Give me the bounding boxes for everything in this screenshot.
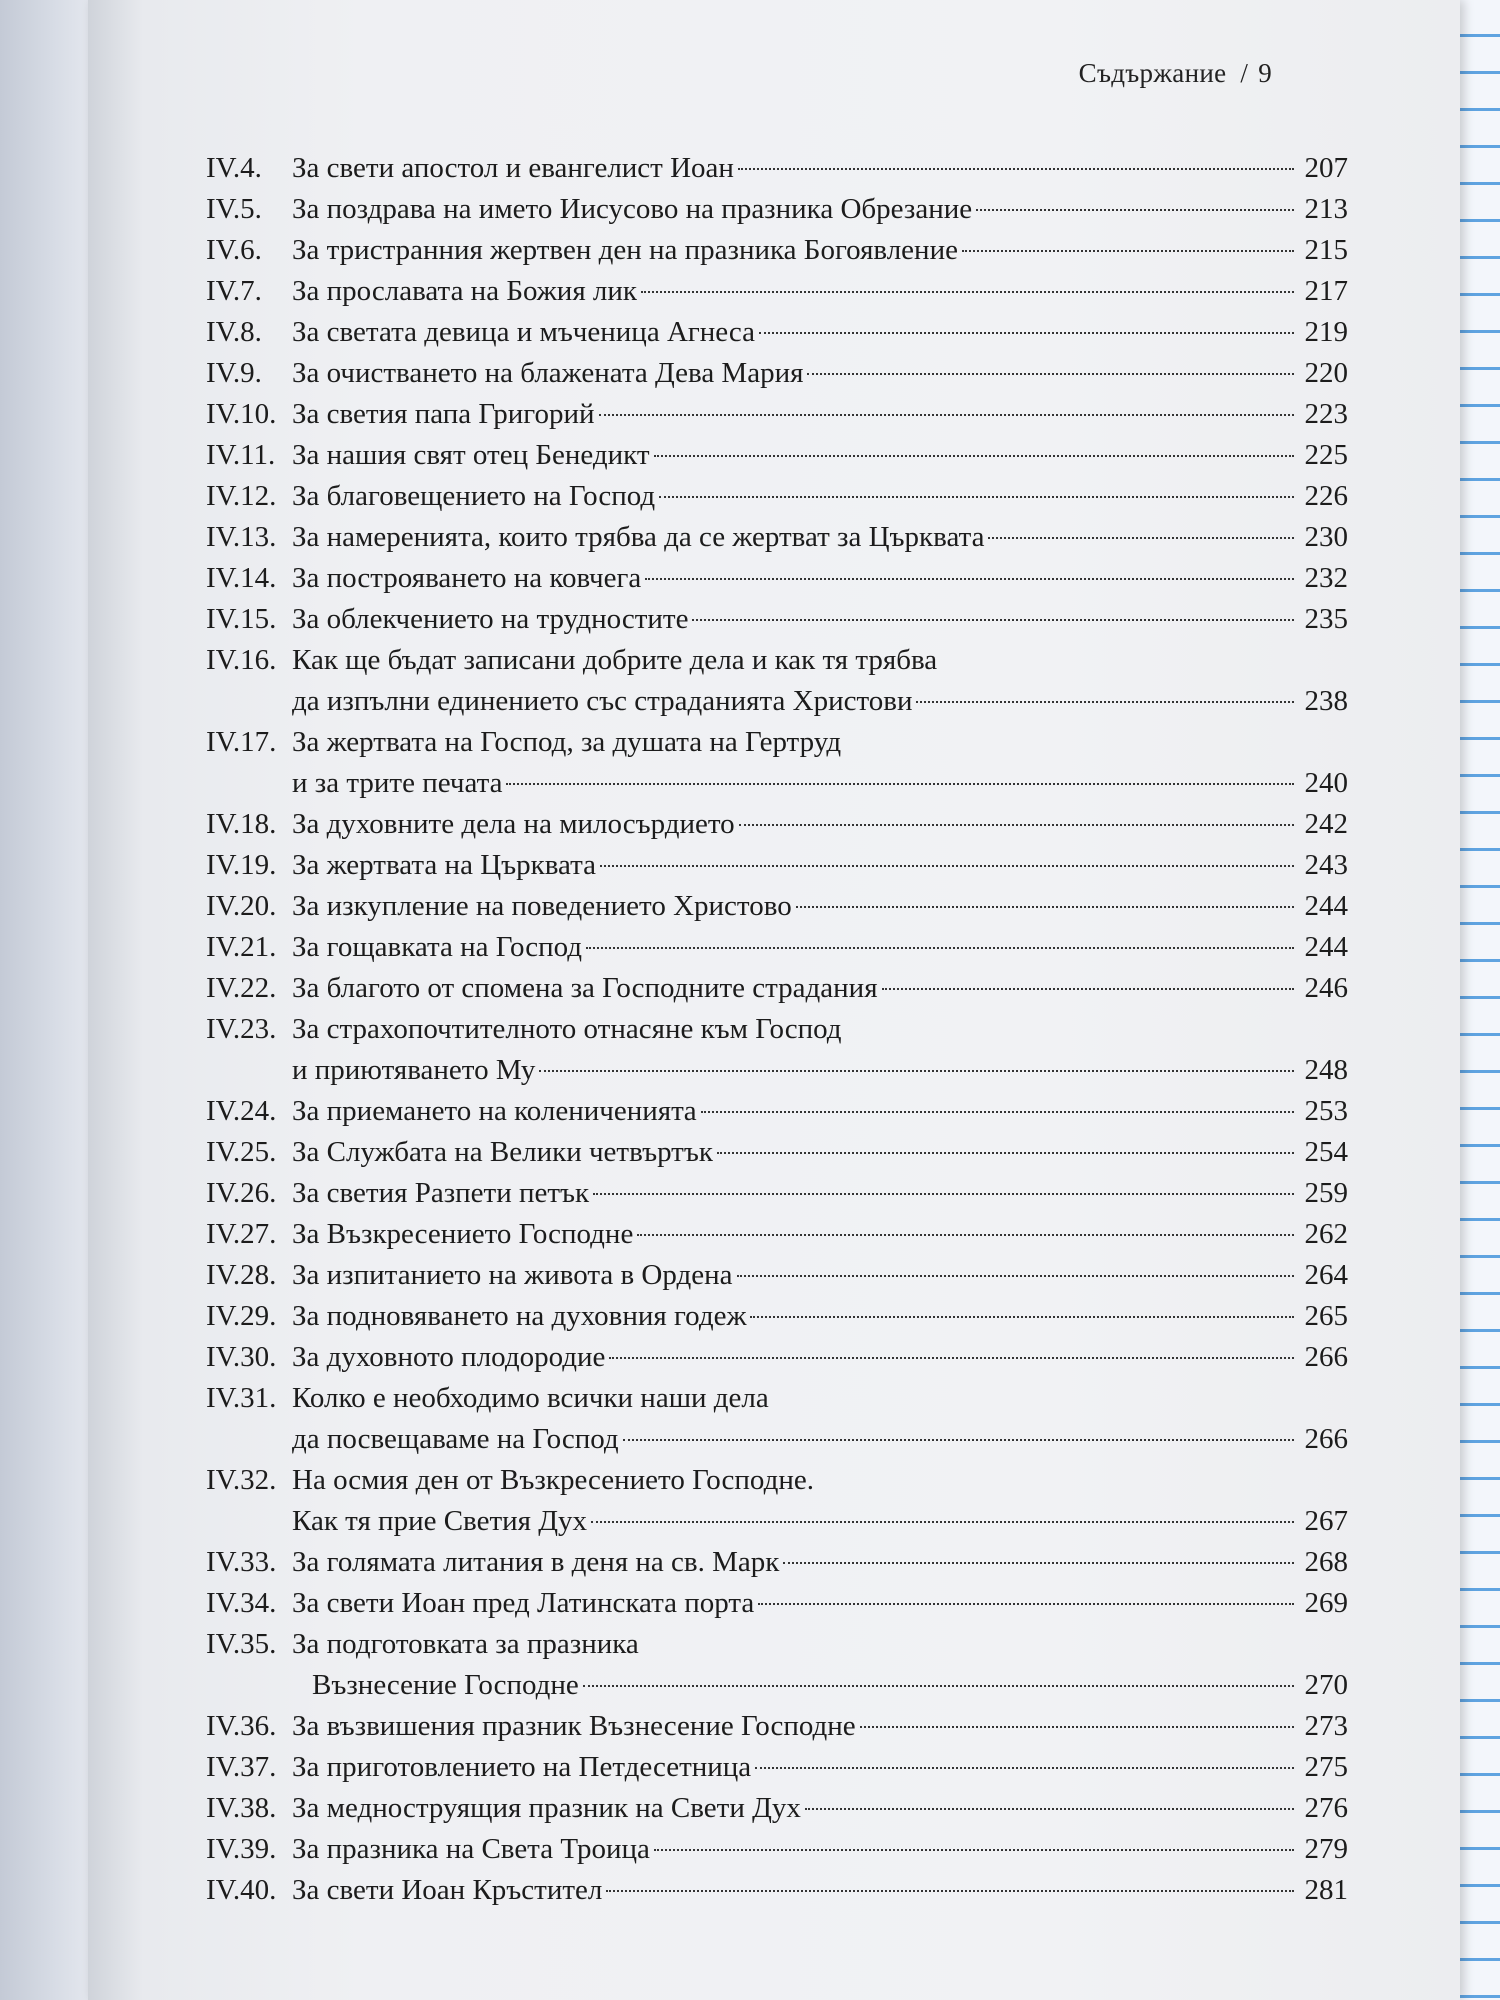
toc-number: IV.16. <box>206 644 277 676</box>
toc-line <box>206 1132 1348 1173</box>
toc-title: За светия Разпети петък <box>292 1177 590 1209</box>
toc-title: За светата девица и мъченица Агнеса <box>292 316 755 348</box>
dot-leader <box>659 496 1294 498</box>
toc-title: За приемането на коленичениятa <box>292 1095 697 1127</box>
toc-title: За гощавката на Господ <box>292 931 583 963</box>
toc-line <box>206 927 1348 968</box>
toc-line <box>206 476 1348 517</box>
toc-page-number: 266 <box>1304 1423 1348 1455</box>
toc-entry <box>206 1255 1348 1296</box>
toc-line <box>206 1255 1348 1296</box>
toc-page-number: 225 <box>1304 439 1348 471</box>
dot-leader <box>738 168 1294 170</box>
background-left <box>0 0 90 2000</box>
toc-page-number: 246 <box>1304 972 1348 1004</box>
dot-leader <box>717 1152 1294 1154</box>
table-of-contents <box>206 148 1348 1911</box>
toc-title: За Службата на Велики четвъртък <box>292 1136 713 1168</box>
toc-page-number: 226 <box>1304 480 1348 512</box>
toc-page-number: 267 <box>1304 1505 1348 1537</box>
toc-line <box>206 599 1348 640</box>
toc-entry <box>206 1296 1348 1337</box>
toc-page-number: 219 <box>1304 316 1348 348</box>
dot-leader <box>654 455 1294 457</box>
toc-page-number: 273 <box>1304 1710 1348 1742</box>
toc-page-number: 220 <box>1304 357 1348 389</box>
toc-page-number: 238 <box>1304 685 1348 717</box>
toc-page-number: 275 <box>1304 1751 1348 1783</box>
toc-line <box>206 1050 1348 1091</box>
toc-entry <box>206 394 1348 435</box>
toc-title: На осмия ден от Възкресението Господне. <box>292 1464 814 1496</box>
toc-title: За тристранния жертвен ден на празника Богоявление <box>292 234 958 266</box>
toc-line <box>206 1378 1348 1419</box>
toc-entry <box>206 1132 1348 1173</box>
toc-number: IV.22. <box>206 972 277 1004</box>
toc-entry <box>206 1460 1348 1542</box>
toc-entry <box>206 435 1348 476</box>
toc-line <box>206 1624 1348 1665</box>
toc-title: За поздрава на името Иисусово на празника Обрезание <box>292 193 973 225</box>
dot-leader <box>750 1316 1294 1318</box>
toc-entry <box>206 1583 1348 1624</box>
toc-line <box>206 722 1348 763</box>
toc-title: и приютяването Му <box>292 1054 536 1086</box>
toc-entry <box>206 1009 1348 1091</box>
toc-entry <box>206 722 1348 804</box>
toc-page-number: 243 <box>1304 849 1348 881</box>
toc-number: IV.40. <box>206 1874 277 1906</box>
dot-leader <box>739 824 1294 826</box>
toc-number: IV.31. <box>206 1382 277 1414</box>
toc-entry <box>206 1706 1348 1747</box>
toc-line <box>206 1501 1348 1542</box>
toc-number: IV.33. <box>206 1546 277 1578</box>
toc-number: IV.9. <box>206 357 262 389</box>
dot-leader <box>506 783 1294 785</box>
toc-line <box>206 1747 1348 1788</box>
toc-page-number: 213 <box>1304 193 1348 225</box>
toc-entry <box>206 1214 1348 1255</box>
toc-line <box>206 1419 1348 1460</box>
toc-line <box>206 517 1348 558</box>
toc-line <box>206 230 1348 271</box>
toc-number: IV.18. <box>206 808 277 840</box>
toc-title: За страхопочтителното отнасяне към Господ <box>292 1013 842 1045</box>
toc-line <box>206 1091 1348 1132</box>
toc-title: За изкупление на поведението Христово <box>292 890 792 922</box>
toc-title: За свети Иоан Кръстител <box>292 1874 603 1906</box>
toc-line <box>206 189 1348 230</box>
toc-line <box>206 1214 1348 1255</box>
toc-line <box>206 312 1348 353</box>
dot-leader <box>600 865 1294 867</box>
toc-entry <box>206 230 1348 271</box>
toc-line <box>206 763 1348 804</box>
toc-line <box>206 1337 1348 1378</box>
dot-leader <box>988 537 1294 539</box>
running-head <box>1079 58 1272 89</box>
toc-page-number: 269 <box>1304 1587 1348 1619</box>
toc-page-number: 262 <box>1304 1218 1348 1250</box>
dot-leader <box>599 414 1294 416</box>
toc-entry <box>206 189 1348 230</box>
toc-title: и за трите печата <box>292 767 503 799</box>
toc-number: IV.10. <box>206 398 277 430</box>
toc-page-number: 244 <box>1304 931 1348 963</box>
toc-title: Как тя прие Светия Дух <box>292 1505 588 1537</box>
dot-leader <box>976 209 1294 211</box>
dot-leader <box>759 332 1294 334</box>
toc-line <box>206 1583 1348 1624</box>
toc-title: За свети Иоан пред Латинската порта <box>292 1587 755 1619</box>
toc-title: За голямата литания в деня на св. Марк <box>292 1546 780 1578</box>
toc-title: За светия папа Григорий <box>292 398 595 430</box>
toc-page-number: 268 <box>1304 1546 1348 1578</box>
toc-line <box>206 1009 1348 1050</box>
toc-line <box>206 394 1348 435</box>
toc-entry <box>206 148 1348 189</box>
toc-line <box>206 1542 1348 1583</box>
toc-title: да изпълни единението със страданията Христови <box>292 685 913 717</box>
toc-title: За жертвата на Господ, за душата на Гертруд <box>292 726 842 758</box>
toc-line <box>206 148 1348 189</box>
dot-leader <box>583 1685 1294 1687</box>
toc-entry <box>206 968 1348 1009</box>
dot-leader <box>654 1849 1294 1851</box>
toc-page-number: 244 <box>1304 890 1348 922</box>
toc-title: За подновяването на духовния годеж <box>292 1300 747 1332</box>
toc-line <box>206 1870 1348 1911</box>
toc-page-number: 259 <box>1304 1177 1348 1209</box>
toc-number: IV.36. <box>206 1710 277 1742</box>
toc-page-number: 270 <box>1304 1669 1348 1701</box>
toc-line <box>206 1788 1348 1829</box>
toc-title: За празника на Света Троица <box>292 1833 650 1865</box>
toc-entry <box>206 1091 1348 1132</box>
dot-leader <box>637 1234 1294 1236</box>
dot-leader <box>692 619 1294 621</box>
dot-leader <box>758 1603 1294 1605</box>
toc-number: IV.4. <box>206 152 262 184</box>
toc-entry <box>206 353 1348 394</box>
dot-leader <box>586 947 1294 949</box>
dot-leader <box>737 1275 1295 1277</box>
toc-line <box>206 1665 1348 1706</box>
toc-page-number: 215 <box>1304 234 1348 266</box>
toc-title: За медноструящия празник на Свети Дух <box>292 1792 801 1824</box>
toc-number: IV.37. <box>206 1751 277 1783</box>
toc-page-number: 235 <box>1304 603 1348 635</box>
toc-title: За духовното плодородие <box>292 1341 606 1373</box>
toc-number: IV.34. <box>206 1587 277 1619</box>
toc-number: IV.23. <box>206 1013 277 1045</box>
toc-number: IV.25. <box>206 1136 277 1168</box>
toc-number: IV.26. <box>206 1177 277 1209</box>
toc-title: За благовещението на Господ <box>292 480 656 512</box>
dot-leader <box>796 906 1294 908</box>
toc-number: IV.24. <box>206 1095 277 1127</box>
toc-entry <box>206 271 1348 312</box>
dot-leader <box>701 1111 1294 1113</box>
dot-leader <box>916 701 1294 703</box>
dot-leader <box>755 1767 1294 1769</box>
toc-page-number: 242 <box>1304 808 1348 840</box>
toc-line <box>206 1460 1348 1501</box>
toc-title: За свети апостол и евангелист Иоан <box>292 152 734 184</box>
dot-leader <box>783 1562 1294 1564</box>
running-head-separator: / <box>1240 58 1249 88</box>
toc-page-number: 276 <box>1304 1792 1348 1824</box>
toc-number: IV.27. <box>206 1218 277 1250</box>
toc-number: IV.38. <box>206 1792 277 1824</box>
toc-entry <box>206 640 1348 722</box>
dot-leader <box>962 250 1294 252</box>
toc-title: За намеренията, които трябва да се жертват за Църквата <box>292 521 985 553</box>
toc-entry <box>206 1870 1348 1911</box>
toc-line <box>206 681 1348 722</box>
toc-line <box>206 804 1348 845</box>
toc-page-number: 281 <box>1304 1874 1348 1906</box>
dot-leader <box>805 1808 1294 1810</box>
toc-entry <box>206 845 1348 886</box>
toc-line <box>206 1829 1348 1870</box>
toc-number: IV.29. <box>206 1300 277 1332</box>
dot-leader <box>623 1439 1294 1441</box>
running-head-section: Съдържание <box>1078 58 1227 88</box>
toc-entry <box>206 558 1348 599</box>
toc-number: IV.8. <box>206 316 262 348</box>
toc-title: За благото от спомена за Господните страдания <box>292 972 878 1004</box>
toc-line <box>206 1296 1348 1337</box>
toc-title: За изпитанието на живота в Ордена <box>292 1259 733 1291</box>
dot-leader <box>641 291 1294 293</box>
toc-number: IV.6. <box>206 234 262 266</box>
toc-page-number: 223 <box>1304 398 1348 430</box>
toc-entry <box>206 599 1348 640</box>
toc-line <box>206 640 1348 681</box>
toc-number: IV.19. <box>206 849 277 881</box>
toc-entry <box>206 517 1348 558</box>
dot-leader <box>807 373 1294 375</box>
dot-leader <box>860 1726 1294 1728</box>
dot-leader <box>606 1890 1294 1892</box>
toc-title: За жертвата на Църквата <box>292 849 597 881</box>
toc-line <box>206 435 1348 476</box>
toc-number: IV.13. <box>206 521 277 553</box>
toc-entry <box>206 927 1348 968</box>
toc-page-number: 253 <box>1304 1095 1348 1127</box>
toc-title: За прославата на Божия лик <box>292 275 637 307</box>
toc-page-number: 230 <box>1304 521 1348 553</box>
dot-leader <box>593 1193 1294 1195</box>
toc-number: IV.21. <box>206 931 277 963</box>
toc-title: За очистването на блажената Дева Мария <box>292 357 804 389</box>
toc-title: За Възкресението Господне <box>292 1218 634 1250</box>
toc-number: IV.15. <box>206 603 277 635</box>
toc-number: IV.30. <box>206 1341 277 1373</box>
toc-title: За духовните дела на милосърдието <box>292 808 735 840</box>
page-number: 9 <box>1258 58 1272 88</box>
toc-line <box>206 1706 1348 1747</box>
toc-line <box>206 845 1348 886</box>
dot-leader <box>539 1070 1294 1072</box>
toc-number: IV.5. <box>206 193 262 225</box>
toc-number: IV.32. <box>206 1464 277 1496</box>
toc-title: За приготовлението на Петдесетница <box>292 1751 752 1783</box>
notebook-edge <box>1460 0 1500 2000</box>
toc-entry <box>206 476 1348 517</box>
toc-page-number: 232 <box>1304 562 1348 594</box>
toc-entry <box>206 1337 1348 1378</box>
toc-number: IV.17. <box>206 726 277 758</box>
toc-line <box>206 271 1348 312</box>
toc-page-number: 248 <box>1304 1054 1348 1086</box>
toc-page-number: 264 <box>1304 1259 1348 1291</box>
toc-entry <box>206 1624 1348 1706</box>
toc-page-number: 265 <box>1304 1300 1348 1332</box>
toc-line <box>206 886 1348 927</box>
toc-number: IV.12. <box>206 480 277 512</box>
toc-entry <box>206 1788 1348 1829</box>
toc-title: Възнесение Господне <box>312 1669 579 1701</box>
toc-title: За построяването на ковчега <box>292 562 642 594</box>
book-page <box>88 0 1460 2000</box>
toc-entry <box>206 1173 1348 1214</box>
toc-number: IV.35. <box>206 1628 277 1660</box>
toc-title: За облекчението на трудностите <box>292 603 689 635</box>
toc-entry <box>206 1747 1348 1788</box>
toc-number: IV.14. <box>206 562 277 594</box>
toc-line <box>206 353 1348 394</box>
toc-line <box>206 558 1348 599</box>
toc-page-number: 266 <box>1304 1341 1348 1373</box>
toc-number: IV.7. <box>206 275 262 307</box>
toc-title: Колко е необходимо всички наши дела <box>292 1382 769 1414</box>
toc-number: IV.39. <box>206 1833 277 1865</box>
toc-page-number: 207 <box>1304 152 1348 184</box>
dot-leader <box>645 578 1294 580</box>
toc-page-number: 217 <box>1304 275 1348 307</box>
toc-entry <box>206 804 1348 845</box>
dot-leader <box>591 1521 1294 1523</box>
toc-number: IV.11. <box>206 439 276 471</box>
dot-leader <box>609 1357 1294 1359</box>
toc-title: За възвишения празник Възнесение Господне <box>292 1710 856 1742</box>
toc-title: Как ще бъдат записани добрите дела и как тя трябва <box>292 644 938 676</box>
toc-page-number: 240 <box>1304 767 1348 799</box>
toc-line <box>206 968 1348 1009</box>
toc-page-number: 254 <box>1304 1136 1348 1168</box>
toc-entry <box>206 1542 1348 1583</box>
toc-entry <box>206 1829 1348 1870</box>
toc-number: IV.20. <box>206 890 277 922</box>
toc-line <box>206 1173 1348 1214</box>
toc-entry <box>206 886 1348 927</box>
toc-title: За нашия свят отец Бенедикт <box>292 439 650 471</box>
toc-title: За подготовката за празника <box>292 1628 639 1660</box>
toc-page-number: 279 <box>1304 1833 1348 1865</box>
toc-number: IV.28. <box>206 1259 277 1291</box>
dot-leader <box>882 988 1294 990</box>
toc-entry <box>206 1378 1348 1460</box>
toc-title: да посвещаваме на Господ <box>292 1423 619 1455</box>
toc-entry <box>206 312 1348 353</box>
